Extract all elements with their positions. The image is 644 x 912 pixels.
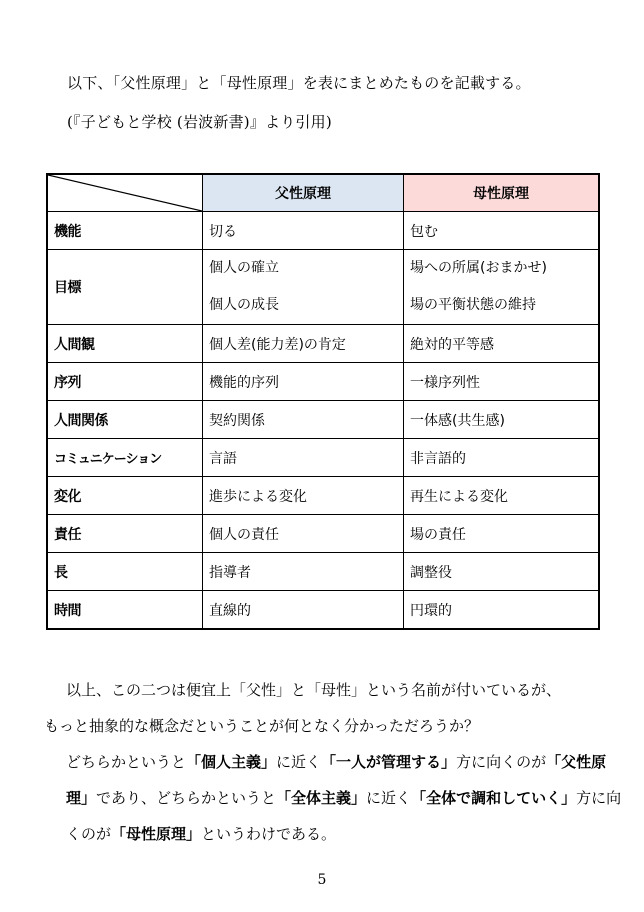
mother-cell-line: 場への所属(おまかせ) <box>410 260 547 276</box>
row-label: 人間観 <box>47 325 203 363</box>
table-row <box>47 553 599 591</box>
comparison-table <box>46 173 600 630</box>
table-row <box>47 439 599 477</box>
father-cell: 個人差(能力差)の肯定 <box>203 325 404 363</box>
row-label: 目標 <box>47 250 203 325</box>
mother-cell: 円環的 <box>404 591 600 630</box>
conclusion-paragraph <box>44 672 600 744</box>
table-row <box>47 363 599 401</box>
row-label: コミュニケーション <box>47 439 203 477</box>
conclusion-line-2: もっと抽象的な概念だということが何となく分かっただろうか？ <box>44 717 480 735</box>
summary-text: どちらかというと <box>66 753 187 771</box>
conclusion-line-1: 以上、この二つは便宜上「父性」と「母性」という名前が付いているが、 <box>66 681 562 699</box>
row-label: 長 <box>47 553 203 591</box>
father-cell-line: 個人の成長 <box>209 297 279 313</box>
mother-cell <box>404 250 600 325</box>
emphasis-harmony: 「全体で調和していく」 <box>411 789 577 807</box>
mother-cell-line: 場の平衡状態の維持 <box>410 297 536 313</box>
corner-diagonal-line <box>48 175 202 211</box>
emphasis-individualism: 「個人主義」 <box>186 753 277 771</box>
father-cell <box>203 250 404 325</box>
mother-cell: 絶対的平等感 <box>404 325 600 363</box>
intro-line-1: 以下、「父性原理」と「母性原理」を表にまとめたものを記載する。 <box>67 74 531 92</box>
mother-cell: 一様序列性 <box>404 363 600 401</box>
emphasis-one-person-manages: 「一人が管理する」 <box>321 753 457 771</box>
emphasis-father-principle: 「父性原理」 <box>66 753 607 807</box>
row-label: 時間 <box>47 591 203 630</box>
mother-cell: 非言語的 <box>404 439 600 477</box>
father-cell: 切る <box>203 212 404 250</box>
summary-text: 方に向くのが <box>456 753 547 771</box>
father-cell-line: 個人の確立 <box>209 260 279 276</box>
father-cell: 契約関係 <box>203 401 404 439</box>
row-label: 序列 <box>47 363 203 401</box>
mother-cell: 場の責任 <box>404 515 600 553</box>
intro-citation: (『子どもと学校 (岩波新書)』より引用) <box>67 113 332 131</box>
mother-cell: 一体感(共生感) <box>404 401 600 439</box>
table-row <box>47 591 599 630</box>
header-father-principle: 父性原理 <box>203 174 404 212</box>
table-corner-cell <box>47 174 203 212</box>
father-cell: 進歩による変化 <box>203 477 404 515</box>
emphasis-totalism: 「全体主義」 <box>276 789 367 807</box>
father-cell: 言語 <box>203 439 404 477</box>
table-header-row <box>47 174 599 212</box>
table-row <box>47 515 599 553</box>
summary-text: であり、どちらかというと <box>96 789 277 807</box>
table-row <box>47 325 599 363</box>
mother-cell: 再生による変化 <box>404 477 600 515</box>
table-row <box>47 212 599 250</box>
summary-text: というわけである。 <box>201 825 337 843</box>
header-mother-principle: 母性原理 <box>404 174 600 212</box>
father-cell: 指導者 <box>203 553 404 591</box>
row-label: 変化 <box>47 477 203 515</box>
summary-text: 方に向くのが <box>66 789 622 843</box>
summary-text: に近く <box>366 789 412 807</box>
mother-cell: 包む <box>404 212 600 250</box>
emphasis-mother-principle: 「母性原理」 <box>111 825 202 843</box>
summary-text: に近く <box>276 753 322 771</box>
row-label: 人間関係 <box>47 401 203 439</box>
table-row <box>47 250 599 325</box>
father-cell: 個人の責任 <box>203 515 404 553</box>
father-cell: 直線的 <box>203 591 404 630</box>
mother-cell: 調整役 <box>404 553 600 591</box>
row-label: 責任 <box>47 515 203 553</box>
row-label: 機能 <box>47 212 203 250</box>
father-cell: 機能的序列 <box>203 363 404 401</box>
page-number: 5 <box>317 872 327 888</box>
table-row <box>47 477 599 515</box>
summary-paragraph <box>44 744 622 852</box>
table-row <box>47 401 599 439</box>
